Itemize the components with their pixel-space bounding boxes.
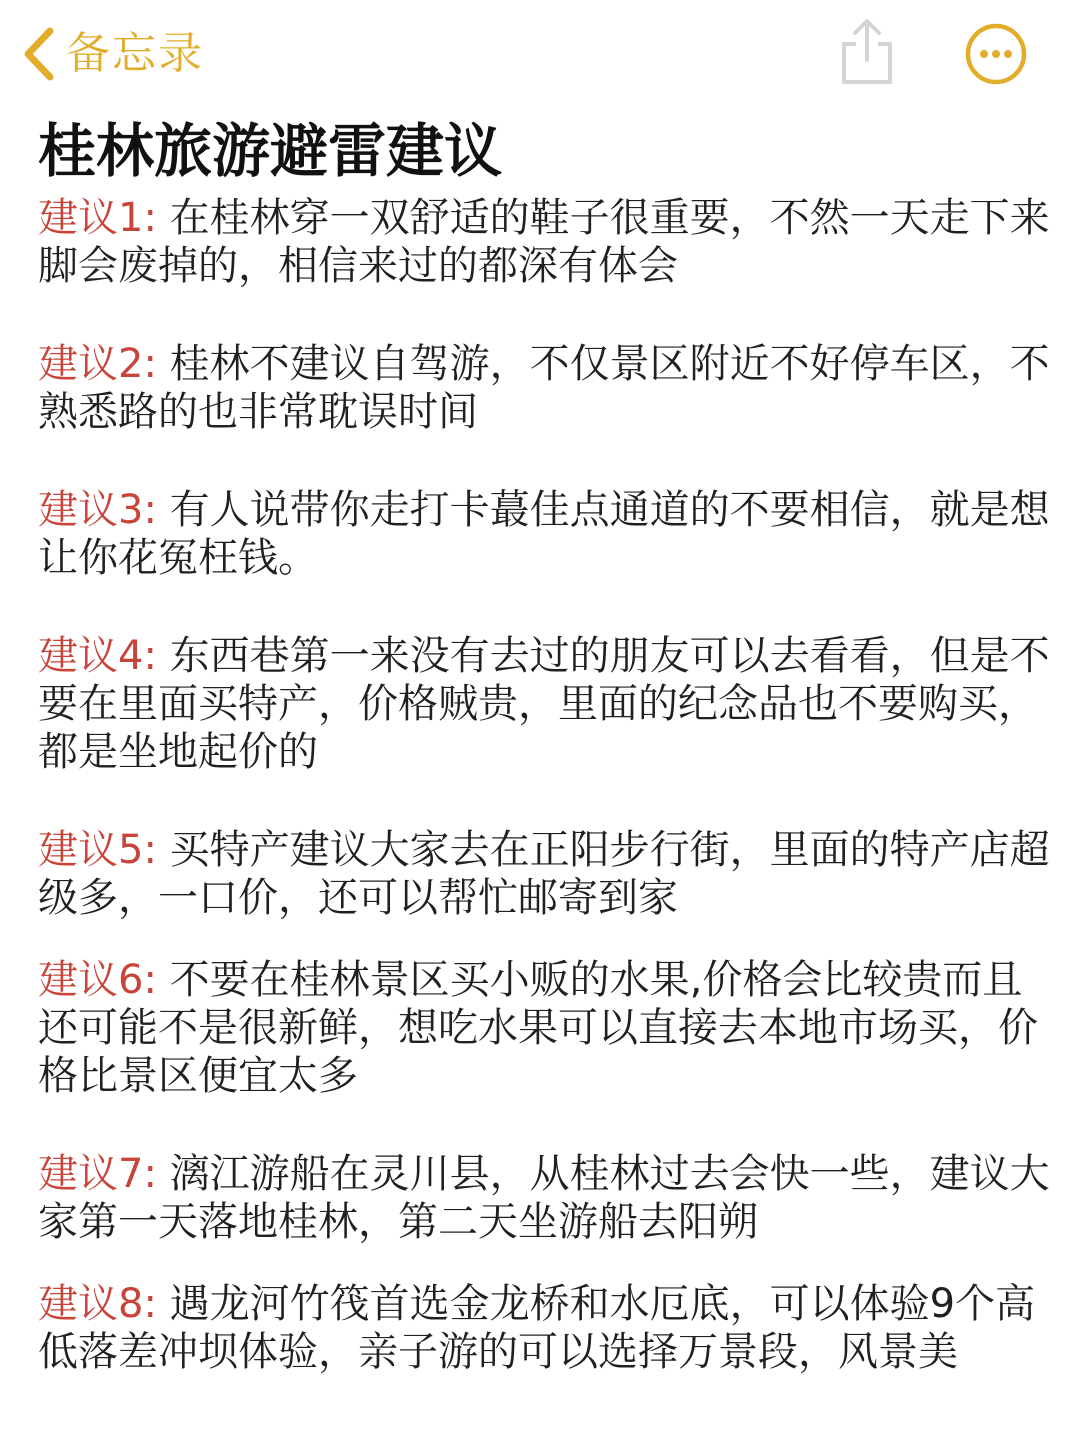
ellipsis-circle-icon (964, 71, 1028, 90)
item-label: 建议4: (38, 633, 157, 679)
spacer (38, 1100, 1053, 1150)
item-text: 在桂林穿一双舒适的鞋子很重要，不然一天走下来脚会废掉的，相信来过的都深有体会 (38, 195, 1050, 289)
spacer (38, 922, 1053, 956)
item-text: 东西巷第一来没有去过的朋友可以去看看，但是不要在里面买特产，价格贼贵，里面的纪念品也不要购买，都是坐地起价的 (38, 633, 1050, 775)
spacer (38, 582, 1053, 632)
note-item-4 (38, 632, 1053, 776)
back-button[interactable] (22, 22, 204, 86)
note-item-6 (38, 956, 1053, 1100)
note-item-2 (38, 340, 1053, 436)
spacer (38, 436, 1053, 486)
note-item-1 (38, 194, 1053, 290)
item-text: 桂林不建议自驾游，不仅景区附近不好停车区，不熟悉路的也非常耽误时间 (38, 341, 1050, 435)
item-label: 建议6: (38, 957, 157, 1003)
item-label: 建议7: (38, 1151, 157, 1197)
share-button[interactable] (836, 16, 898, 86)
item-label: 建议1: (38, 195, 157, 241)
chevron-left-icon (22, 27, 56, 81)
item-text: 有人说带你走打卡蕞佳点通道的不要相信，就是想让你花冤枉钱。 (38, 487, 1050, 581)
share-icon (836, 71, 898, 90)
item-label: 建议5: (38, 827, 157, 873)
note-item-7 (38, 1150, 1053, 1246)
item-text: 遇龙河竹筏首选金龙桥和水厄底，可以体验9个高低落差冲坝体验，亲子游的可以选择万景段，风景美 (38, 1281, 1036, 1375)
note-title: 桂林旅游避雷建议 (38, 117, 503, 185)
nav-bar (0, 0, 1080, 110)
spacer (38, 290, 1053, 340)
spacer (38, 776, 1053, 826)
spacer (38, 1246, 1053, 1280)
note-body[interactable] (38, 114, 1053, 1376)
back-label: 备忘录 (66, 28, 204, 79)
note-item-3 (38, 486, 1053, 582)
item-text: 漓江游船在灵川县，从桂林过去会快一些，建议大家第一天落地桂林，第二天坐游船去阳朔 (38, 1151, 1050, 1245)
note-item-5 (38, 826, 1053, 922)
item-label: 建议3: (38, 487, 157, 533)
note-item-8 (38, 1280, 1053, 1376)
item-label: 建议2: (38, 341, 157, 387)
item-label: 建议8: (38, 1281, 157, 1327)
more-button[interactable] (964, 22, 1028, 86)
item-text: 买特产建议大家去在正阳步行街，里面的特产店超级多，一口价，还可以帮忙邮寄到家 (38, 827, 1050, 921)
item-text: 不要在桂林景区买小贩的水果,价格会比较贵而且还可能不是很新鲜，想吃水果可以直接去本地市场买，价格比景区便宜太多 (38, 957, 1038, 1099)
